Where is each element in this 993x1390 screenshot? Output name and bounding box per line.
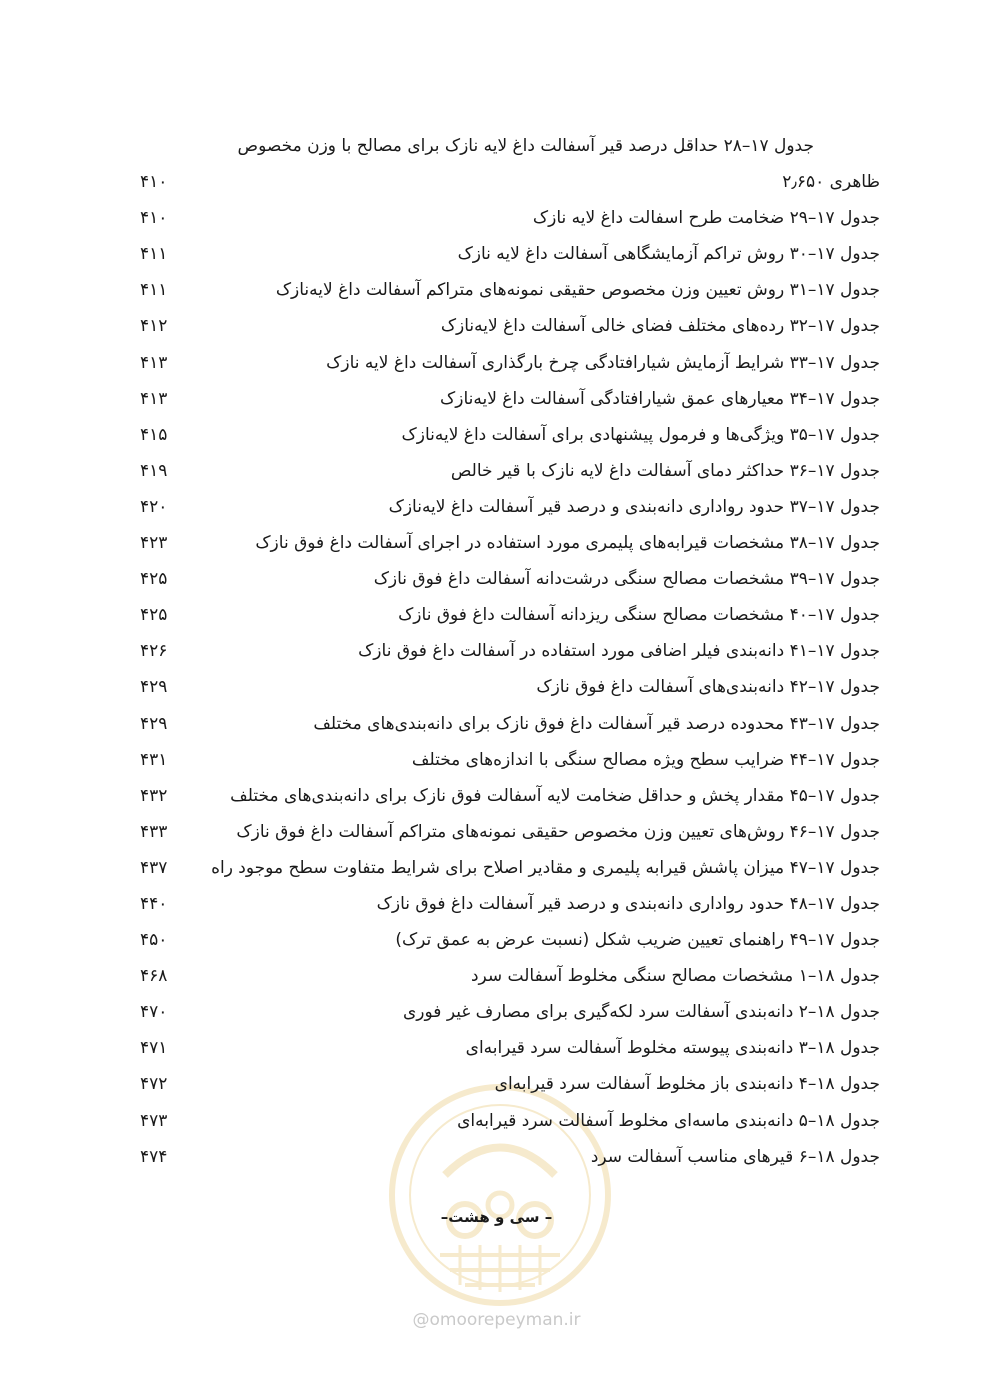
toc-row[interactable] (140, 345, 880, 381)
page-number-footer: – سی و هشت– (440, 1208, 553, 1226)
toc-entry-title: جدول ۱۸–۳ دانه‌بندی پیوسته مخلوط آسفالت سرد قیرابه‌ای (465, 1038, 880, 1059)
toc-entry-page-number: ۴۱۱ (140, 244, 168, 265)
toc-entry-page-number: ۴۱۳ (140, 388, 168, 409)
toc-row[interactable] (140, 525, 880, 561)
toc-entry-page-number: ۴۲۹ (140, 713, 168, 734)
toc-entry-page-number: ۴۱۰ (140, 172, 168, 193)
toc-entry-title: جدول ۱۷–۴۰ مشخصات مصالح سنگی ریزدانه آسفالت داغ فوق نازک (398, 605, 880, 626)
toc-entry-page-number: ۴۱۳ (140, 352, 168, 373)
toc-row[interactable] (140, 381, 880, 417)
toc-entry-page-number: ۴۲۹ (140, 677, 168, 698)
toc-row[interactable] (140, 922, 880, 958)
toc-entry-page-number: ۴۵۰ (140, 930, 168, 951)
toc-entry-title: جدول ۱۸–۶ قیرهای مناسب آسفالت سرد (590, 1146, 880, 1167)
toc-entry-title: جدول ۱۸–۴ دانه‌بندی باز مخلوط آسفالت سرد قیرابه‌ای (494, 1074, 880, 1095)
toc-entry-title: جدول ۱۷–۴۸ حدود رواداری دانه‌بندی و درصد قیر آسفالت داغ فوق نازک (376, 893, 880, 914)
toc-entry-title: جدول ۱۷–۳۶ حداکثر دمای آسفالت داغ لایه نازک با قیر خالص (450, 460, 880, 481)
toc-entry-page-number: ۴۷۱ (140, 1038, 168, 1059)
toc-entry-page-number: ۴۱۲ (140, 316, 168, 337)
toc-entry-title: جدول ۱۷–۳۴ معیارهای عمق شیارافتادگی آسفالت داغ لایه‌نازک (440, 388, 880, 409)
toc-entry-title: جدول ۱۸–۵ دانه‌بندی ماسه‌ای مخلوط آسفالت سرد قیرابه‌ای (457, 1110, 880, 1131)
toc-entry-title: جدول ۱۷–۲۸ حداقل درصد قیر آسفالت داغ لایه نازک برای مصالح با وزن مخصوص (237, 136, 814, 156)
toc-entry-page-number: ۴۳۳ (140, 821, 168, 842)
toc-row[interactable] (140, 669, 880, 705)
toc-entry-page-number: ۴۳۲ (140, 785, 168, 806)
toc-entry-title: جدول ۱۷–۴۱ دانه‌بندی فیلر اضافی مورد استفاده در آسفالت داغ فوق نازک (358, 641, 880, 662)
toc-entry-title: ظاهری ۲٫۶۵۰ (782, 172, 880, 193)
toc-row[interactable] (140, 272, 880, 308)
table-of-tables (140, 128, 880, 1175)
toc-row[interactable] (140, 489, 880, 525)
toc-row[interactable] (140, 742, 880, 778)
toc-row[interactable] (140, 1066, 880, 1102)
toc-row[interactable] (140, 453, 880, 489)
toc-entry-title: جدول ۱۸–۱ مشخصات مصالح سنگی مخلوط آسفالت سرد (470, 966, 880, 987)
toc-entry-title: جدول ۱۷–۳۷ حدود رواداری دانه‌بندی و درصد قیر آسفالت داغ لایه‌نازک (388, 496, 880, 517)
toc-entry-page-number: ۴۲۵ (140, 605, 168, 626)
toc-row[interactable] (140, 561, 880, 597)
toc-entry-page-number: ۴۷۲ (140, 1074, 168, 1095)
toc-entry-page-number: ۴۷۰ (140, 1002, 168, 1023)
toc-entry-title: جدول ۱۷–۲۹ ضخامت طرح اسفالت داغ لایه نازک (532, 208, 880, 229)
toc-entry-title: جدول ۱۷–۳۳ شرایط آزمایش شیارافتادگی چرخ بارگذاری آسفالت داغ لایه نازک (326, 352, 880, 373)
toc-entry-page-number: ۴۷۴ (140, 1146, 168, 1167)
toc-entry-page-number: ۴۶۸ (140, 966, 168, 987)
toc-entry-page-number: ۴۲۵ (140, 569, 168, 590)
toc-entry-page-number: ۴۲۶ (140, 641, 168, 662)
toc-entry-page-number: ۴۱۰ (140, 208, 168, 229)
toc-entry-page-number: ۴۱۹ (140, 460, 168, 481)
toc-row[interactable] (140, 994, 880, 1030)
toc-entry-title: جدول ۱۷–۳۸ مشخصات قیرابه‌های پلیمری مورد استفاده در اجرای آسفالت داغ فوق نازک (255, 533, 880, 554)
toc-entry-page-number: ۴۲۰ (140, 496, 168, 517)
toc-row[interactable] (140, 128, 880, 164)
toc-row[interactable] (140, 886, 880, 922)
toc-row[interactable] (140, 633, 880, 669)
toc-entry-title: جدول ۱۷–۴۳ محدوده درصد قیر آسفالت داغ فوق نازک برای دانه‌بندی‌های مختلف (313, 713, 880, 734)
toc-entry-title: جدول ۱۷–۳۱ روش تعیین وزن مخصوص حقیقی نمونه‌های متراکم آسفالت داغ لایه‌نازک (275, 280, 880, 301)
toc-row[interactable] (140, 236, 880, 272)
toc-row[interactable] (140, 597, 880, 633)
toc-row[interactable] (140, 1139, 880, 1175)
toc-entry-title: جدول ۱۷–۳۵ ویژگی‌ها و فرمول پیشنهادی برای آسفالت داغ لایه‌نازک (401, 424, 880, 445)
toc-entry-title: جدول ۱۷–۳۹ مشخصات مصالح سنگی درشت‌دانه آسفالت داغ فوق نازک (373, 569, 880, 590)
toc-row[interactable] (140, 778, 880, 814)
toc-entry-page-number: ۴۷۳ (140, 1110, 168, 1131)
toc-entry-page-number: ۴۳۷ (140, 857, 168, 878)
toc-entry-title: جدول ۱۷–۴۷ میزان پاشش قیرابه پلیمری و مقادیر اصلاح برای شرایط متفاوت سطح موجود راه (211, 857, 880, 878)
watermark-site-text: @omoorepeyman.ir (412, 1310, 581, 1330)
toc-entry-title: جدول ۱۷–۴۵ مقدار پخش و حداقل ضخامت لایه آسفالت فوق نازک برای دانه‌بندی‌های مختلف (230, 785, 880, 806)
toc-entry-page-number: ۴۴۰ (140, 893, 168, 914)
toc-row[interactable] (140, 1030, 880, 1066)
toc-row[interactable] (140, 200, 880, 236)
toc-entry-page-number: ۴۱۱ (140, 280, 168, 301)
toc-entry-page-number: ۴۳۱ (140, 749, 168, 770)
toc-entry-title: جدول ۱۸–۲ دانه‌بندی آسفالت سرد لکه‌گیری برای مصارف غیر فوری (402, 1002, 880, 1023)
toc-entry-page-number: ۴۲۳ (140, 533, 168, 554)
toc-entry-title: جدول ۱۷–۳۲ رده‌های مختلف فضای خالی آسفالت داغ لایه‌نازک (440, 316, 880, 337)
toc-entry-title: جدول ۱۷–۴۶ روش‌های تعیین وزن مخصوص حقیقی نمونه‌های متراکم آسفالت داغ فوق نازک (236, 821, 880, 842)
toc-entry-title: جدول ۱۷–۴۲ دانه‌بندی‌های آسفالت داغ فوق نازک (536, 677, 880, 698)
toc-row[interactable] (140, 164, 880, 200)
toc-entry-title: جدول ۱۷–۴۹ راهنمای تعیین ضریب شکل (نسبت عرض به عمق ترک) (395, 930, 880, 951)
toc-row[interactable] (140, 706, 880, 742)
toc-entry-title: جدول ۱۷–۳۰ روش تراکم آزمایشگاهی آسفالت داغ لایه نازک (457, 244, 880, 265)
toc-row[interactable] (140, 1103, 880, 1139)
toc-row[interactable] (140, 814, 880, 850)
toc-entry-title: جدول ۱۷–۴۴ ضرایب سطح ویژه مصالح سنگی با اندازه‌های مختلف (411, 749, 880, 770)
toc-row[interactable] (140, 958, 880, 994)
toc-entry-page-number: ۴۱۵ (140, 424, 168, 445)
toc-row[interactable] (140, 417, 880, 453)
toc-row[interactable] (140, 308, 880, 344)
toc-row[interactable] (140, 850, 880, 886)
